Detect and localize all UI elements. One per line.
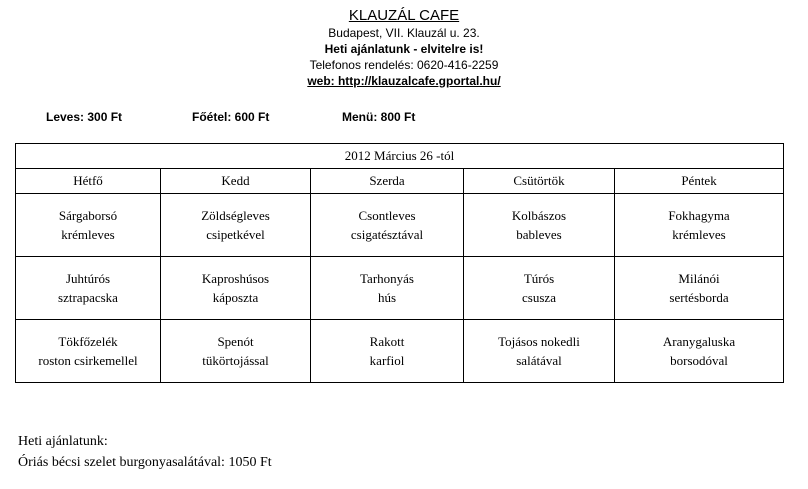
dish-line: borsodóval [670,353,728,368]
dish-line: roston csirkemellel [38,353,138,368]
dish-line: Fokhagyma [668,208,730,223]
dish-line: bableves [516,227,562,242]
weekly-menu-table [15,143,784,383]
dish-line: krémleves [61,227,115,242]
dish-line: Csontleves [358,208,416,223]
dish-line: Juhtúrós [65,271,111,286]
day-header: Péntek [615,169,784,194]
dish-line: Sárgaborsó [58,208,118,223]
weekly-special [18,431,272,473]
special-item: Óriás bécsi szelet burgonyasalátával: 1050 Ft [18,455,272,470]
dish-line: Kaproshúsos [201,271,270,286]
date-row [16,144,784,169]
menu-header [0,6,808,89]
special-heading: Heti ajánlatunk: [18,434,108,449]
dish-line: hús [377,290,397,305]
dish-cell [161,320,311,383]
dish-cell [464,320,615,383]
dish-line: Tarhonyás [360,271,414,286]
dish-cell [16,257,161,320]
menu-date: 2012 Március 26 -tól [16,144,784,169]
day-header-row [16,169,784,194]
dish-line: Tökfőzelék [58,334,118,349]
dish-cell [311,257,464,320]
day-header: Csütörtök [464,169,615,194]
day-header: Kedd [161,169,311,194]
weekly-offer-line: Heti ajánlatunk - elvitelre is! [324,42,484,56]
dish-cell [161,194,311,257]
dish-line: tükörtojással [202,353,269,368]
dish-cell [16,320,161,383]
dish-line: sertésborda [669,290,729,305]
table-row [16,257,784,320]
dish-line: Zöldségleves [201,208,270,223]
dish-line: krémleves [672,227,726,242]
dish-cell [615,320,784,383]
dish-line: káposzta [212,290,259,305]
cafe-address: Budapest, VII. Klauzál u. 23. [328,26,480,40]
dish-line: Túrós [523,271,555,286]
dish-line: Spenót [217,334,254,349]
dish-cell [464,257,615,320]
dish-line: karfiol [369,353,405,368]
dish-cell [311,320,464,383]
menu-price: Menü: 800 Ft [342,110,416,124]
dish-line: Rakott [369,334,405,349]
dish-cell [615,194,784,257]
dish-cell [16,194,161,257]
dish-line: sztrapacska [58,290,118,305]
dish-cell [464,194,615,257]
dish-line: Aranygaluska [662,334,736,349]
day-header: Hétfő [16,169,161,194]
web-link[interactable]: web: http://klauzalcafe.gportal.hu/ [307,74,501,88]
soup-price: Leves: 300 Ft [46,110,123,124]
dish-line: csipetkével [206,227,265,242]
dish-cell [615,257,784,320]
table-row [16,194,784,257]
table-row [16,320,784,383]
cafe-title: KLAUZÁL CAFE [348,7,460,24]
dish-line: salátával [516,353,562,368]
dish-cell [161,257,311,320]
day-header: Szerda [311,169,464,194]
dish-line: csusza [522,290,556,305]
phone-line: Telefonos rendelés: 0620-416-2259 [309,58,499,72]
dish-line: Kolbászos [511,208,567,223]
dish-line: csigatésztával [350,227,424,242]
dish-cell [311,194,464,257]
dish-line: Milánói [678,271,720,286]
dish-line: Tojásos nokedli [498,334,580,349]
main-course-price: Főétel: 600 Ft [192,110,270,124]
